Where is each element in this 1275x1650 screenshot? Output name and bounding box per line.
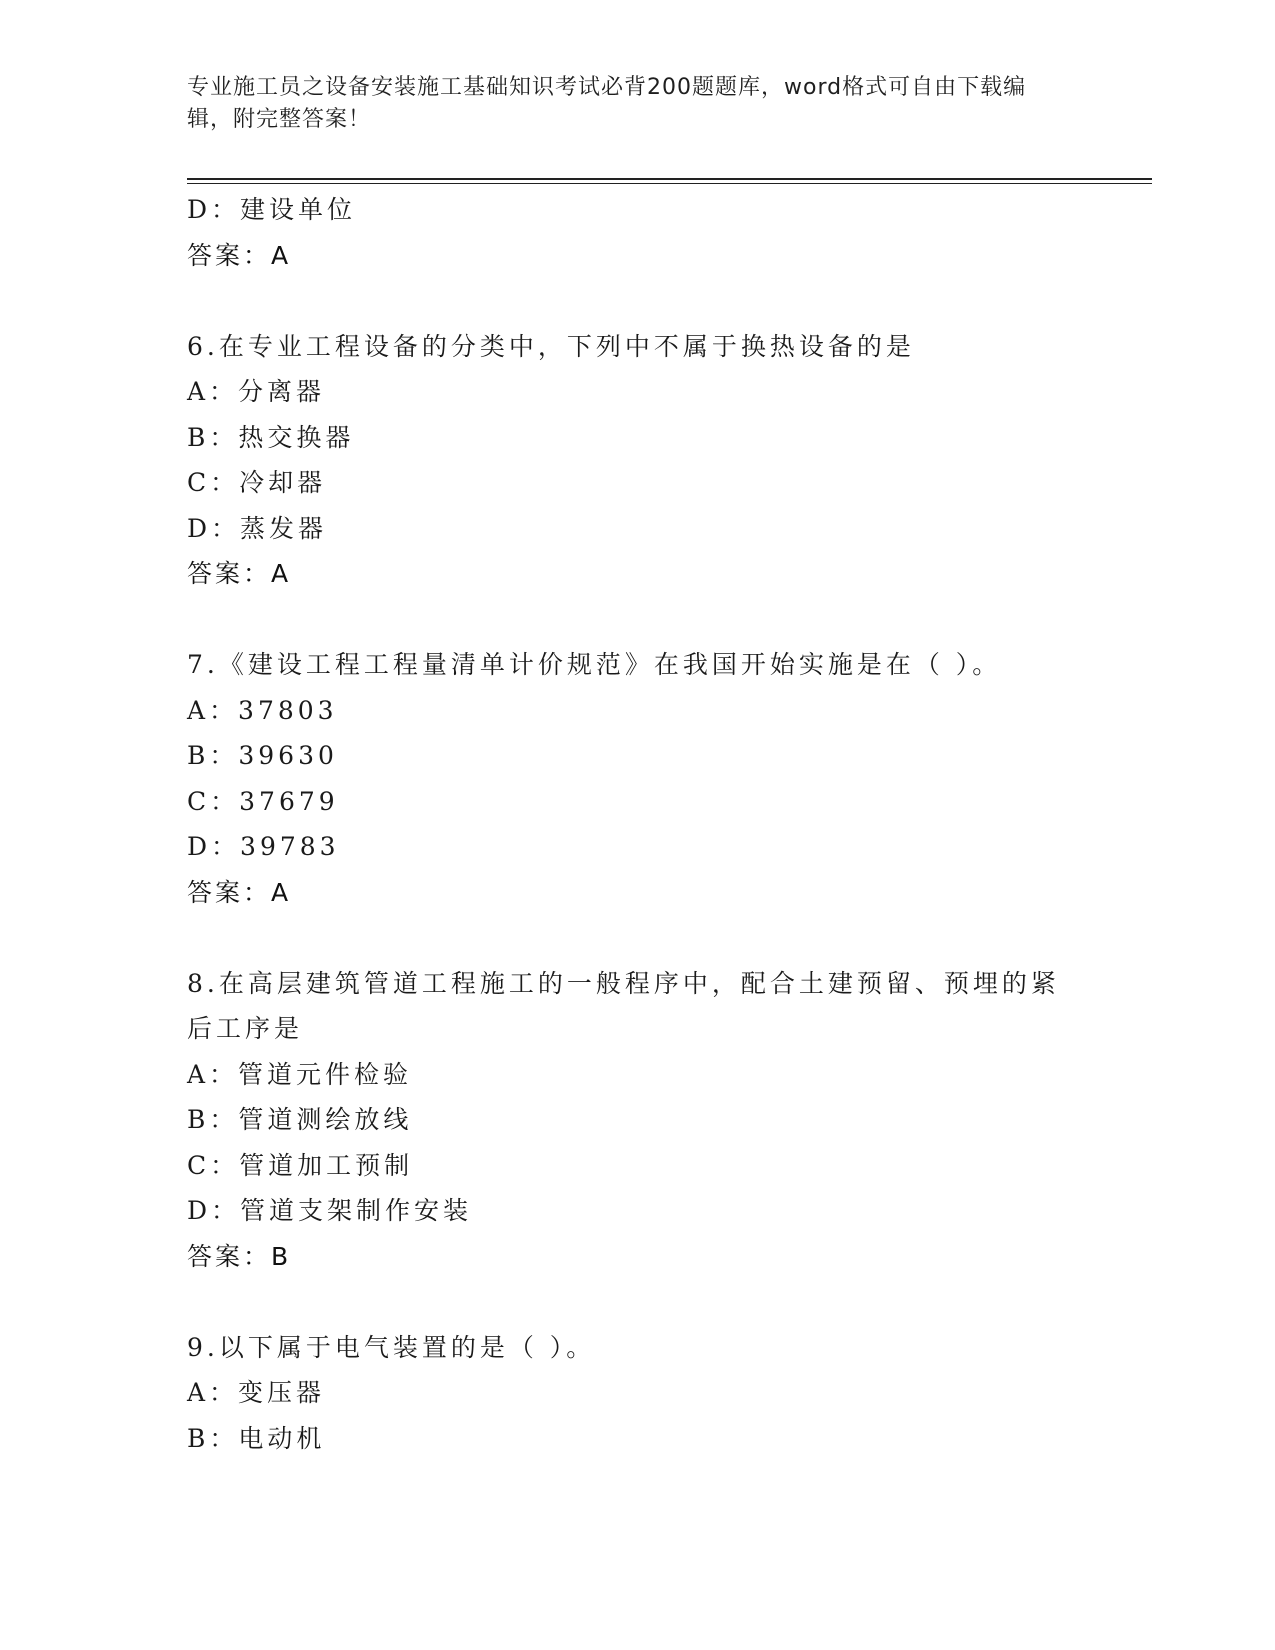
option-b: B：电动机 — [187, 1423, 326, 1453]
spacer — [187, 915, 1087, 961]
option-b: B：热交换器 — [187, 422, 355, 452]
answer: 答案：A — [187, 559, 292, 588]
question-9 — [187, 1325, 1087, 1462]
question-5 — [187, 187, 1087, 278]
option-d: D：39783 — [187, 832, 340, 861]
question-text: 9.以下属于电气装置的是（ ）。 — [187, 1332, 596, 1362]
header-divider-thin — [187, 183, 1152, 184]
spacer — [187, 278, 1087, 324]
question-text: 8.在高层建筑管道工程施工的一般程序中，配合土建预留、预埋的紧后工序是 — [187, 968, 1060, 1043]
question-text: 6.在专业工程设备的分类中，下列中不属于换热设备的是 — [187, 331, 915, 361]
option-a: A：分离器 — [187, 377, 326, 406]
option-c: C：管道加工预制 — [187, 1150, 414, 1180]
header-divider-thick — [187, 178, 1152, 180]
option-a: A：37803 — [187, 695, 338, 725]
answer: 答案：A — [187, 240, 292, 270]
option-d: D：建设单位 — [187, 195, 357, 224]
option-b: B：39630 — [187, 741, 338, 770]
option-a: A：管道元件检验 — [187, 1059, 413, 1089]
question-8 — [187, 961, 1087, 1280]
spacer — [187, 597, 1087, 643]
question-list — [187, 187, 1087, 1461]
answer: 答案：B — [187, 1241, 292, 1271]
option-c: C：冷却器 — [187, 468, 327, 497]
option-d: D：蒸发器 — [187, 513, 328, 543]
spacer — [187, 1279, 1087, 1325]
question-text: 7.《建设工程工程量清单计价规范》在我国开始实施是在（ ）。 — [187, 650, 1002, 679]
option-c: C：37679 — [187, 786, 339, 816]
option-b: B：管道测绘放线 — [187, 1105, 413, 1134]
question-7 — [187, 642, 1087, 915]
document-header: 专业施工员之设备安装施工基础知识考试必背200题题库，word格式可自由下载编辑，附完整答案！ — [187, 75, 1027, 132]
option-d: D：管道支架制作安装 — [187, 1196, 473, 1225]
option-a: A：变压器 — [187, 1378, 326, 1407]
answer: 答案：A — [187, 877, 292, 907]
question-6 — [187, 324, 1087, 597]
